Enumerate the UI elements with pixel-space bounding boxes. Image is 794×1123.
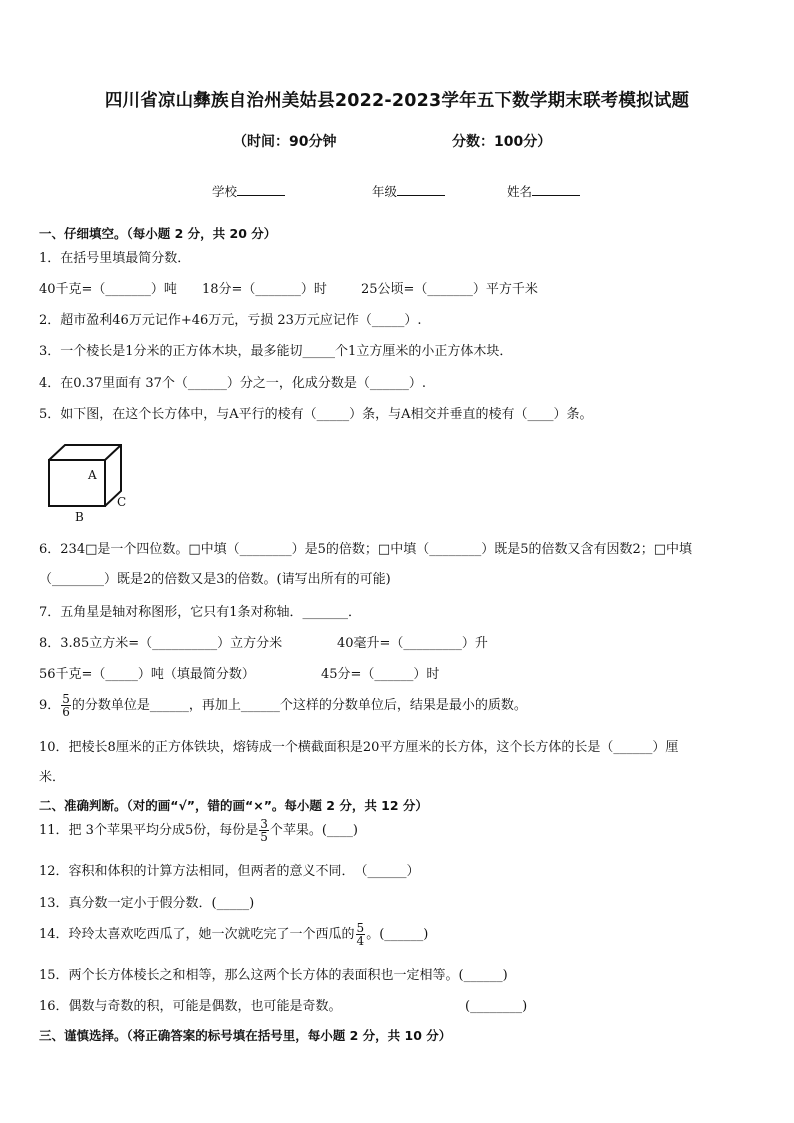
page-title: 四川省凉山彝族自治州美姑县2022-2023学年五下数学期末联考模拟试题 xyxy=(104,91,690,111)
question-3: 3．一个棱长是1分米的正方体木块，最多能切_____个1立方厘米的小正方体木块． xyxy=(39,344,513,359)
section-3-heading: 三、谨慎选择。（将正确答案的标号填在括号里，每小题 2 分，共 10 分） xyxy=(39,1028,452,1043)
grade-field xyxy=(372,182,445,200)
edge-label-c: C xyxy=(117,495,127,509)
name-field xyxy=(507,182,580,200)
exam-time: （时间：90分钟 xyxy=(233,134,337,150)
question-16-blank: (________) xyxy=(465,999,528,1014)
question-1b: 18分=（_______）时 xyxy=(202,282,327,297)
exam-score: 分数：100分） xyxy=(452,134,552,150)
section-2-heading: 二、准确判断。（对的画“√”，错的画“×”。每小题 2 分，共 12 分） xyxy=(39,798,428,813)
question-12: 12．容积和体积的计算方法相同，但两者的意义不同． （______） xyxy=(39,864,420,879)
edge-label-b: B xyxy=(75,510,84,524)
fraction-three-fifths: $\frac{3}{5}$ xyxy=(260,817,268,844)
question-7: 7．五角星是轴对称图形，它只有1条对称轴．_______． xyxy=(39,605,362,620)
question-10-line-2: 米． xyxy=(39,770,66,785)
question-5: 5．如下图，在这个长方体中，与A平行的棱有（_____）条，与A相交并垂直的棱有（____）条。 xyxy=(39,407,593,422)
school-label: 学校 xyxy=(212,184,238,199)
question-1a: 40千克=（_______）吨 xyxy=(39,282,177,297)
name-label: 姓名 xyxy=(507,184,533,199)
question-11: 11．把 3个苹果平均分成5份，每份是 $\frac{3}{5}$ 个苹果。(____) xyxy=(39,817,359,844)
question-4: 4．在0.37里面有 37个（______）分之一，化成分数是（______）. xyxy=(39,376,427,391)
question-9-number: 9． xyxy=(39,698,61,713)
question-8b: 40毫升=（_________）升 xyxy=(337,636,488,651)
school-blank xyxy=(237,183,285,196)
section-1-heading: 一、仔细填空。（每小题 2 分，共 20 分） xyxy=(39,226,277,241)
grade-label: 年级 xyxy=(372,184,398,199)
question-1: 1．在括号里填最简分数． xyxy=(39,251,191,266)
question-2: 2．超市盈利46万元记作+46万元，亏损 23万元应记作（_____）. xyxy=(39,313,422,328)
name-blank xyxy=(532,183,580,196)
question-16: 16．偶数与奇数的积，可能是偶数，也可能是奇数。 xyxy=(39,999,342,1014)
question-15: 15．两个长方体棱长之和相等，那么这两个长方体的表面积也一定相等。(______) xyxy=(39,968,508,983)
question-1c: 25公顷=（_______）平方千米 xyxy=(361,282,538,297)
question-13: 13．真分数一定小于假分数．(_____) xyxy=(39,896,255,911)
question-6-line-2: （________）既是2的倍数又是3的倍数。(请写出所有的可能) xyxy=(39,572,391,587)
question-8c: 56千克=（_____）吨（填最简分数） xyxy=(39,667,255,682)
question-8d: 45分=（______）时 xyxy=(321,667,440,682)
school-field xyxy=(212,182,285,200)
question-8a: 8．3.85立方米=（__________）立方分米 xyxy=(39,636,283,651)
question-6-line-1: 6．234□是一个四位数。□中填（________）是5的倍数；□中填（________）既是5的倍数又含有因数2；□中填 xyxy=(39,542,693,557)
cuboid-figure xyxy=(45,442,135,526)
question-10-line-1: 10．把棱长8厘米的正方体铁块，熔铸成一个横截面积是20平方厘米的长方体，这个长方体的长是（______）厘 xyxy=(39,740,679,755)
edge-label-a: A xyxy=(88,468,97,482)
question-9-text: 的分数单位是______，再加上______个这样的分数单位后，结果是最小的质数。 xyxy=(71,698,527,713)
fraction-five-fourths: $\frac{5}{4}$ xyxy=(356,921,365,948)
fraction-five-sixths: $\frac{5}{6}$ xyxy=(62,692,70,719)
cuboid-diagram xyxy=(45,442,135,522)
question-9 xyxy=(39,693,527,718)
grade-blank xyxy=(397,183,445,196)
question-14: 14．玲玲太喜欢吃西瓜了，她一次就吃完了一个西瓜的 $\frac{5}{4}$ 。(______) xyxy=(39,921,429,948)
